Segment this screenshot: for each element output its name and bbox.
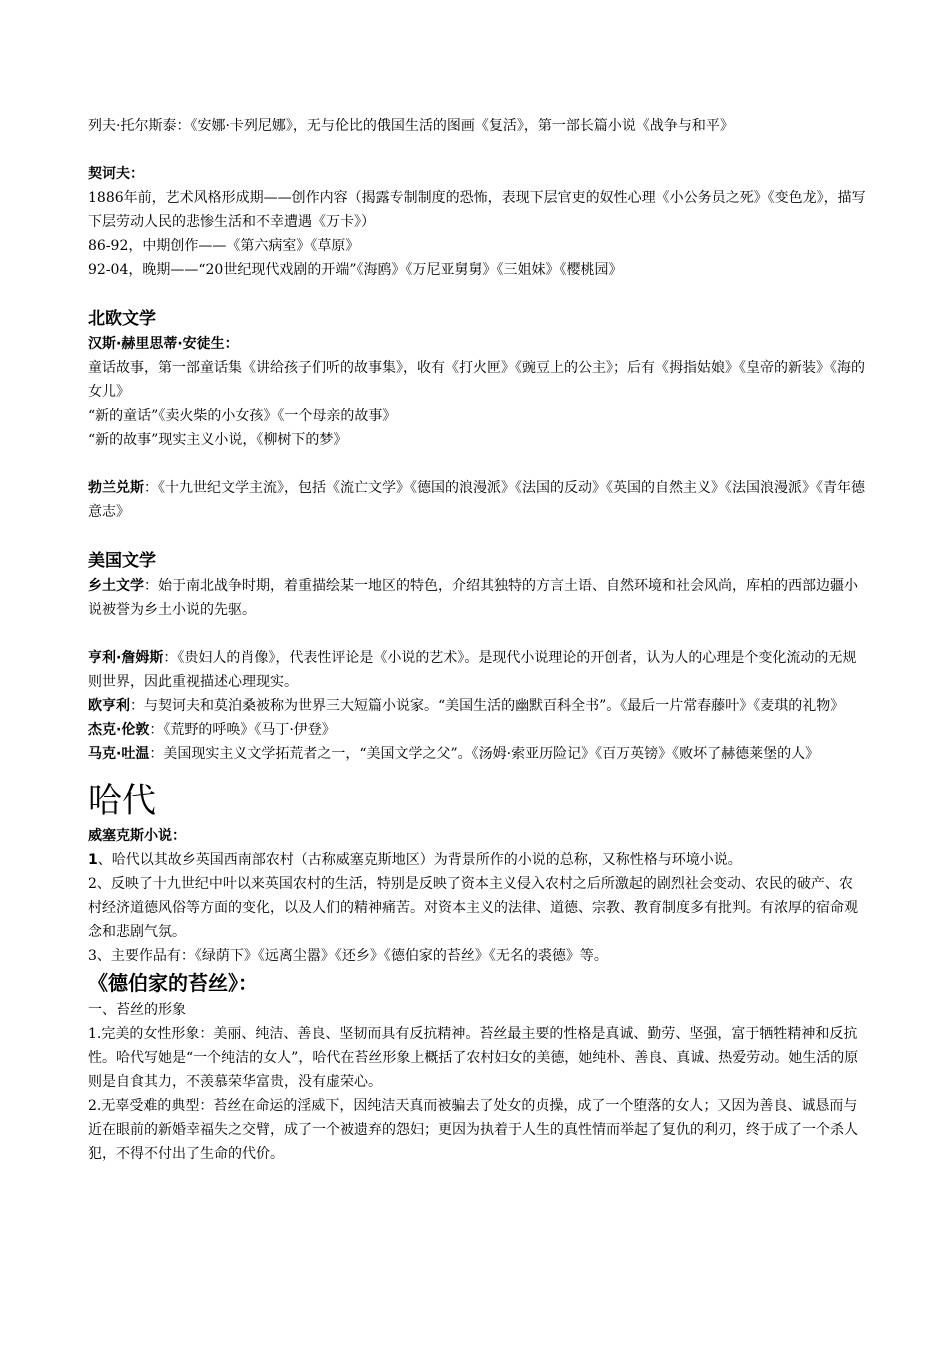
tess-subheading: 一、苔丝的形象 — [88, 1002, 186, 1018]
brandes-text: ：《十九世纪文学主流》，包括《流亡文学》《德国的浪漫派》《法国的反动》《英国的自然主义》《法国浪漫派》《青年德意志》 — [88, 480, 865, 520]
wessex-point-1-text: 、哈代以其故乡英国西南部农村（古称威塞克斯地区）为背景所作的小说的总称，又称性格与环境小说。 — [97, 852, 742, 868]
wessex-point-1 — [88, 848, 866, 872]
tess-heading: 《德伯家的苔丝》： — [88, 971, 258, 995]
chekhov-paragraph-1: 1886年前，艺术风格形成期——创作内容（揭露专制制度的恐怖，表现下层官吏的奴性心理《小公务员之死》《变色龙》，描写下层劳动人民的悲惨生活和不幸遭遇《万卡》） — [88, 190, 866, 230]
james-paragraph — [88, 646, 866, 694]
tolstoy-line: 列夫·托尔斯泰：《安娜·卡列尼娜》，无与伦比的俄国生活的图画《复活》，第一部长篇小说《战争与和平》 — [88, 118, 734, 134]
ohenry-text: ：与契诃夫和莫泊桑被称为世界三大短篇小说家。“美国生活的幽默百科全书”。《最后一片常春藤叶》《麦琪的礼物》 — [130, 698, 845, 714]
andersen-name: 汉斯·赫里思蒂·安徒生： — [88, 336, 239, 352]
tess-paragraph-2: 2.无辜受难的典型：苔丝在命运的淫威下，因纯洁天真而被骗去了处女的贞操，成了一个堕落的女人；又因为善良、诚恳而与近在眼前的新婚幸福失之交臂，成了一个被遗弃的怨妇；更因为执着于人生的真性情而举起了复仇的利刃，终于成了一个杀人犯，不得不付出了生命的代价。 — [88, 1098, 858, 1162]
wessex-point-2: 2、反映了十九世纪中叶以来英国农村的生活，特别是反映了资本主义侵入农村之后所激起的剧烈社会变动、农民的破产、农村经济道德风俗等方面的变化，以及人们的精神痛苦。对资本主义的法律、道德、宗教、教育制度多有批判。有浓厚的宿命观念和悲剧气氛。 — [88, 876, 858, 940]
local-literature-text: ：始于南北战争时期，着重描绘某一地区的特色，介绍其独特的方言土语、自然环境和社会风尚，库柏的西部边疆小说被誉为乡土小说的先驱。 — [88, 578, 858, 618]
wessex-name: 威塞克斯小说： — [88, 828, 186, 844]
brandes-name: 勃兰兑斯 — [88, 480, 144, 496]
andersen-paragraph-2: “新的童话”《卖火柴的小女孩》《一个母亲的故事》 — [88, 408, 397, 424]
chekhov-paragraph-3: 92-04，晚期——“20世纪现代戏剧的开端”《海鸥》《万尼亚舅舅》《三姐妹》《樱桃园》 — [88, 262, 623, 278]
ohenry-paragraph — [88, 694, 866, 718]
chekhov-name: 契诃夫： — [88, 166, 144, 182]
local-literature-name: 乡土文学 — [88, 578, 144, 594]
wessex-point-1-number: 1 — [88, 852, 98, 868]
chekhov-paragraph-2: 86-92，中期创作——《第六病室》《草原》 — [88, 238, 360, 254]
ohenry-name: 欧亨利 — [88, 698, 130, 714]
andersen-paragraph-1: 童话故事，第一部童话集《讲给孩子们听的故事集》，收有《打火匣》《豌豆上的公主》；后有《拇指姑娘》《皇帝的新装》《海的女儿》 — [88, 360, 865, 400]
andersen-paragraph-3: “新的故事”现实主义小说，《柳树下的梦》 — [88, 432, 348, 448]
twain-name: 马克·吐温 — [88, 746, 150, 762]
wessex-point-3: 3、主要作品有：《绿荫下》《远离尘嚣》《还乡》《德伯家的苔丝》《无名的裘德》等。 — [88, 948, 608, 964]
london-text: ：《荒野的呼唤》《马丁·伊登》 — [149, 722, 336, 738]
twain-text: ：美国现实主义文学拓荒者之一，“美国文学之父”。《汤姆·索亚历险记》《百万英镑》《败坏了赫德莱堡的人》 — [149, 746, 820, 762]
document-page — [88, 114, 866, 1166]
american-heading: 美国文学 — [88, 551, 156, 571]
local-literature-paragraph — [88, 574, 866, 622]
hardy-heading: 哈代 — [88, 781, 156, 821]
london-paragraph — [88, 718, 866, 742]
brandes-paragraph — [88, 476, 866, 524]
nordic-heading: 北欧文学 — [88, 309, 156, 329]
james-name: 亨利·詹姆斯 — [88, 650, 164, 666]
james-text: ：《贵妇人的肖像》，代表性评论是《小说的艺术》。是现代小说理论的开创者，认为人的心理是个变化流动的无规则世界，因此重视描述心理现实。 — [88, 650, 857, 690]
tess-paragraph-1: 1.完美的女性形象：美丽、纯洁、善良、坚韧而具有反抗精神。苔丝最主要的性格是真诚、勤劳、坚强，富于牺牲精神和反抗性。哈代写她是“一个纯洁的女人”，哈代在苔丝形象上概括了农村妇女的美德，她纯朴、善良、真诚、热爱劳动。她生活的原则是自食其力，不羡慕荣华富贵，没有虚荣心。 — [88, 1026, 859, 1090]
twain-paragraph — [88, 742, 866, 766]
london-name: 杰克·伦敦 — [88, 722, 150, 738]
